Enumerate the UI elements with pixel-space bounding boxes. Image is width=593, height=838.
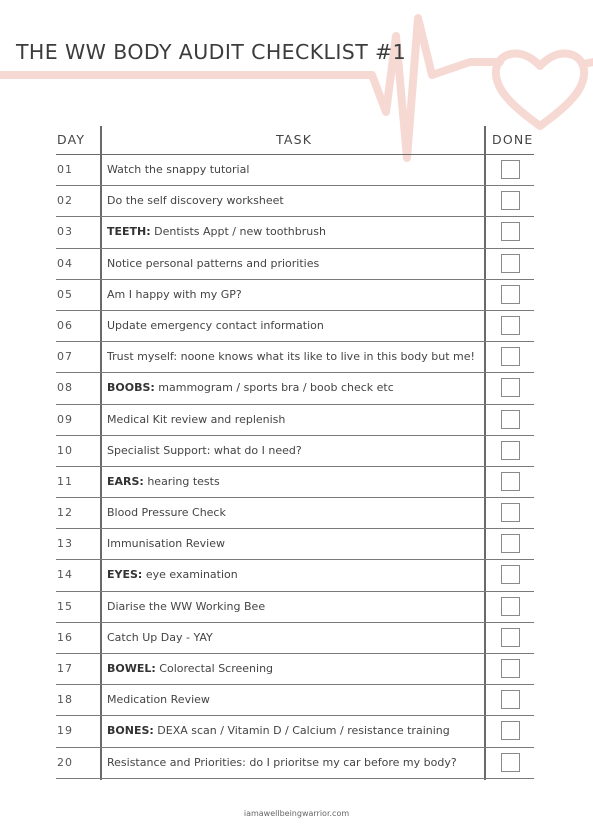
done-checkbox[interactable] <box>501 222 520 241</box>
done-checkbox[interactable] <box>501 628 520 647</box>
done-checkbox[interactable] <box>501 721 520 740</box>
table-row <box>56 623 534 654</box>
done-checkbox[interactable] <box>501 191 520 210</box>
task-text <box>107 475 220 488</box>
done-checkbox[interactable] <box>501 565 520 584</box>
page-title: THE WW BODY AUDIT CHECKLIST #1 <box>16 40 407 64</box>
day-number: 11 <box>57 474 73 488</box>
day-number: 06 <box>57 318 73 332</box>
done-checkbox[interactable] <box>501 316 520 335</box>
table-row <box>56 716 534 747</box>
done-checkbox[interactable] <box>501 378 520 397</box>
task-description: Dentists Appt / new toothbrush <box>150 225 326 239</box>
done-checkbox[interactable] <box>501 160 520 179</box>
done-checkbox[interactable] <box>501 597 520 616</box>
day-number: 17 <box>57 662 73 675</box>
header-day: DAY <box>57 132 86 147</box>
task-description: Resistance and Priorities: do I prioritse my car before my body? <box>107 755 457 769</box>
table-row <box>56 311 534 342</box>
day-number: 13 <box>57 537 73 551</box>
task-text <box>107 600 265 613</box>
done-checkbox[interactable] <box>501 285 520 304</box>
task-description: Watch the snappy tutorial <box>107 163 250 176</box>
task-description: Diarise the WW Working Bee <box>107 599 266 613</box>
done-checkbox[interactable] <box>501 472 520 491</box>
checklist-table <box>56 126 534 779</box>
task-text <box>107 288 242 301</box>
task-text <box>107 163 249 176</box>
done-checkbox[interactable] <box>501 441 520 460</box>
day-number: 09 <box>57 412 73 426</box>
table-row <box>56 280 534 311</box>
task-text <box>107 413 285 426</box>
task-category: BOOBS: <box>107 381 155 395</box>
table-row <box>56 685 534 716</box>
task-description: Update emergency contact information <box>107 318 324 332</box>
task-description: Colorectal Screening <box>155 662 274 675</box>
day-number: 05 <box>57 287 73 301</box>
done-checkbox[interactable] <box>501 690 520 709</box>
day-number: 15 <box>57 599 73 613</box>
task-description: Catch Up Day - YAY <box>107 630 213 644</box>
table-row <box>56 373 534 404</box>
day-number: 02 <box>57 194 73 208</box>
day-number: 14 <box>57 568 73 582</box>
task-description: Notice personal patterns and priorities <box>107 256 320 270</box>
table-header <box>56 126 534 155</box>
done-checkbox[interactable] <box>501 410 520 429</box>
done-checkbox[interactable] <box>501 254 520 273</box>
task-text <box>107 194 284 207</box>
day-number: 10 <box>57 443 73 457</box>
task-text <box>107 381 394 394</box>
table-row <box>56 405 534 436</box>
task-text <box>107 537 225 550</box>
day-number: 01 <box>57 163 73 176</box>
task-text <box>107 319 324 332</box>
task-text <box>107 756 457 769</box>
task-description: eye examination <box>142 568 238 582</box>
table-row <box>56 155 534 186</box>
task-text <box>107 724 450 737</box>
table-row <box>56 467 534 498</box>
done-checkbox[interactable] <box>501 659 520 678</box>
day-number: 07 <box>57 350 73 364</box>
task-text <box>107 631 213 644</box>
task-description: Trust myself: noone knows what its like to live in this body but me! <box>107 350 475 364</box>
task-description: Immunisation Review <box>107 537 225 551</box>
task-category: BONES: <box>107 724 154 738</box>
task-category: EARS: <box>107 474 144 488</box>
done-checkbox[interactable] <box>501 503 520 522</box>
task-description: Do the self discovery worksheet <box>107 194 284 208</box>
table-row <box>56 217 534 248</box>
checklist-rows <box>56 155 534 779</box>
day-number: 16 <box>57 630 73 644</box>
task-description: hearing tests <box>143 474 220 488</box>
day-number: 19 <box>57 724 73 738</box>
task-text <box>107 568 238 581</box>
task-category: TEETH: <box>107 225 151 239</box>
task-text <box>107 257 319 270</box>
day-number: 04 <box>57 256 73 270</box>
table-row <box>56 592 534 623</box>
table-row <box>56 249 534 280</box>
task-description: mammogram / sports bra / boob check etc <box>154 381 394 395</box>
task-description: Am I happy with my GP? <box>107 287 242 301</box>
day-number: 12 <box>57 506 73 520</box>
table-row <box>56 529 534 560</box>
task-category: BOWEL: <box>107 662 156 675</box>
day-number: 20 <box>57 755 73 769</box>
task-text <box>107 506 226 519</box>
task-text <box>107 444 302 457</box>
header-task: TASK <box>276 132 313 147</box>
task-text <box>107 350 475 363</box>
task-text <box>107 693 210 706</box>
day-number: 03 <box>57 225 73 239</box>
table-row <box>56 560 534 591</box>
done-checkbox[interactable] <box>501 347 520 366</box>
task-description: Blood Pressure Check <box>107 506 226 520</box>
task-description: Medical Kit review and replenish <box>107 412 286 426</box>
done-checkbox[interactable] <box>501 753 520 772</box>
table-row <box>56 498 534 529</box>
task-text <box>107 662 273 675</box>
table-row <box>56 186 534 217</box>
footer-website: iamawellbeingwarrior.com <box>243 809 350 818</box>
table-row <box>56 654 534 685</box>
table-row <box>56 748 534 779</box>
task-category: EYES: <box>107 568 143 582</box>
table-row <box>56 342 534 373</box>
table-row <box>56 436 534 467</box>
task-description: Specialist Support: what do I need? <box>107 443 302 457</box>
task-text <box>107 225 326 238</box>
done-checkbox[interactable] <box>501 534 520 553</box>
day-number: 18 <box>57 693 73 707</box>
header-done: DONE <box>492 132 534 147</box>
task-description: DEXA scan / Vitamin D / Calcium / resistance training <box>153 724 450 738</box>
task-description: Medication Review <box>107 693 210 707</box>
day-number: 08 <box>57 381 73 395</box>
